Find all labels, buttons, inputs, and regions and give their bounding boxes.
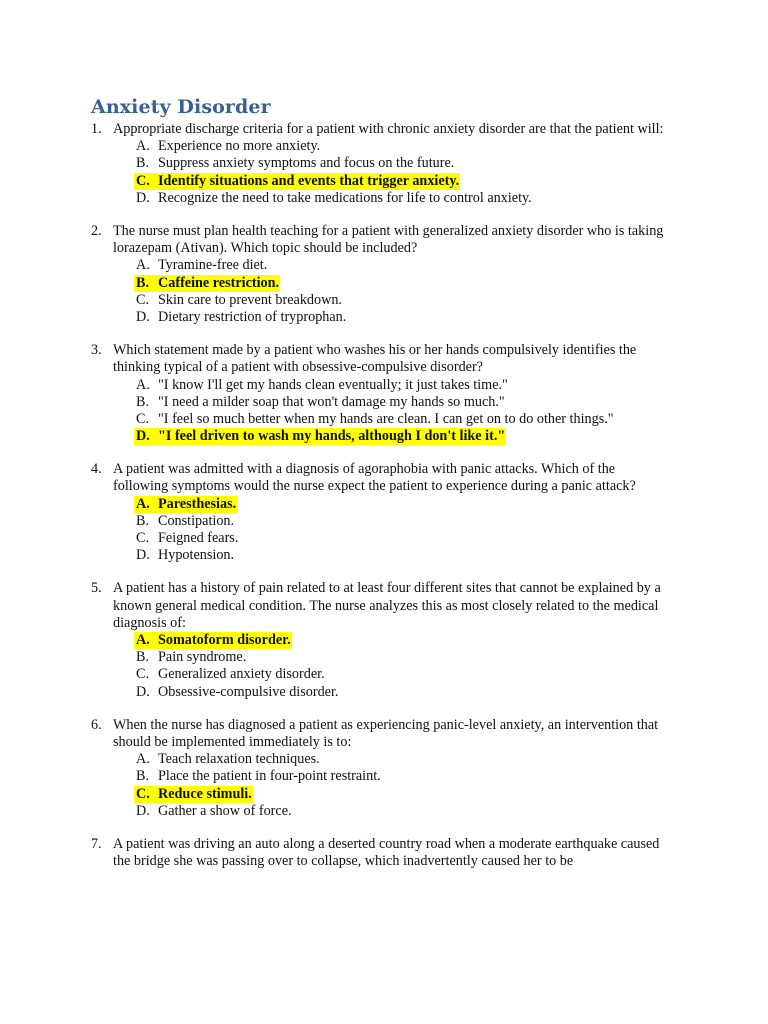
correct-answer-option [0,496,768,513]
question-item [0,717,768,820]
question-number: 1. [91,121,102,137]
answer-options [0,496,768,565]
option-letter: A. [136,376,150,393]
answer-options [0,377,768,446]
option-letter: C. [136,785,150,802]
question-number: 6. [91,716,102,733]
answer-option [0,649,768,666]
option-letter: C. [136,666,150,683]
answer-options [0,632,768,701]
answer-option [0,394,768,411]
option-text: Experience no more anxiety. [158,138,321,155]
option-letter: D. [136,547,150,564]
answer-option [0,190,768,207]
option-text: Paresthesias. [158,495,237,512]
correct-answer-option [0,786,768,803]
answer-option [0,155,768,172]
question-number: 5. [91,580,102,597]
option-text: Recognize the need to take medications for life to control anxiety. [158,189,532,206]
answer-option [0,684,768,701]
option-letter: C. [136,291,150,308]
option-text: Feigned fears. [158,530,239,547]
answer-option [0,768,768,785]
answer-option [0,666,768,683]
answer-option [0,513,768,530]
option-letter: D. [136,308,150,325]
answer-option [0,138,768,155]
option-text: Somatoform disorder. [158,632,291,649]
option-letter: B. [136,512,150,529]
answer-option [0,547,768,564]
option-text: Suppress anxiety symptoms and focus on the future. [158,155,455,172]
option-letter: A. [136,495,150,512]
question-text: A patient was driving an auto along a deserted country road when a moderate earthquake caused the bridge she was passing over to collapse, which inadvertently caused her to be [113,835,660,870]
option-text: "I need a milder soap that won't damage my hands so much." [158,393,505,410]
option-text: Teach relaxation techniques. [158,751,320,768]
answer-option [0,377,768,394]
answer-option [0,309,768,326]
correct-answer-option [0,173,768,190]
option-letter: B. [136,649,150,666]
question-text: When the nurse has diagnosed a patient as experiencing panic-level anxiety, an intervention that should be implemented immediately is to: [113,716,659,750]
option-letter: C. [136,530,150,547]
question-list [0,121,768,886]
option-letter: A. [136,257,150,274]
option-letter: A. [136,751,150,768]
question-item [0,836,768,870]
option-text: Gather a show of force. [158,802,292,819]
option-text: Dietary restriction of tryprophan. [158,308,347,325]
option-text: Obsessive-compulsive disorder. [158,683,339,700]
option-letter: D. [136,683,150,700]
option-letter: B. [136,393,150,410]
correct-answer-option [0,632,768,649]
option-text: "I feel so much better when my hands are clean. I can get on to do other things." [158,410,614,427]
option-text: Reduce stimuli. [158,785,252,802]
option-text: Identify situations and events that trigger anxiety. [158,172,460,189]
question-number: 7. [91,835,102,852]
correct-answer-option [0,428,768,445]
option-letter: C. [136,172,150,189]
option-letter: A. [136,138,150,155]
question-number: 3. [91,342,102,359]
question-text: Which statement made by a patient who washes his or her hands compulsively identifies the thinking typical of a patient with obsessive-compulsive disorder? [113,342,637,376]
correct-answer-option [0,275,768,292]
question-number: 4. [91,461,102,478]
question-item [0,223,768,326]
page-title: Anxiety Disorder [91,96,271,118]
question-item [0,461,768,564]
option-text: Pain syndrome. [158,649,247,666]
answer-option [0,292,768,309]
option-text: "I know I'll get my hands clean eventually; it just takes time." [158,376,508,393]
option-letter: B. [136,274,150,291]
answer-option [0,530,768,547]
answer-option [0,751,768,768]
option-text: Constipation. [158,512,235,529]
answer-option [0,257,768,274]
answer-options [0,138,768,207]
option-text: Caffeine restriction. [158,274,280,291]
question-text: Appropriate discharge criteria for a patient with chronic anxiety disorder are that the patient will: [113,121,664,137]
option-text: Tyramine-free diet. [158,257,268,274]
answer-options [0,751,768,820]
question-number: 2. [91,222,102,239]
option-text: Generalized anxiety disorder. [158,666,325,683]
question-item [0,342,768,445]
option-letter: B. [136,768,150,785]
option-letter: B. [136,155,150,172]
question-item [0,121,768,207]
question-text: A patient was admitted with a diagnosis of agoraphobia with panic attacks. Which of the following symptoms would the nurse expect the patient to experience during a panic attack? [113,461,636,495]
option-letter: D. [136,189,150,206]
answer-option [0,803,768,820]
question-text: A patient has a history of pain related to at least four different sites that cannot be explained by a known general medical condition. The nurse analyzes this as most closely related to the medical diagnosis of: [113,580,661,631]
option-letter: C. [136,410,150,427]
option-text: Place the patient in four-point restraint. [158,768,381,785]
answer-option [0,411,768,428]
option-letter: D. [136,428,150,445]
question-text: The nurse must plan health teaching for a patient with generalized anxiety disorder who is taking lorazepam (Ativan). Which topic should be included? [113,222,664,257]
option-text: Hypotension. [158,547,235,564]
option-letter: A. [136,632,150,649]
answer-options [0,257,768,326]
option-text: "I feel driven to wash my hands, although I don't like it." [158,428,506,445]
question-item [0,580,768,700]
option-text: Skin care to prevent breakdown. [158,291,342,308]
option-letter: D. [136,802,150,819]
